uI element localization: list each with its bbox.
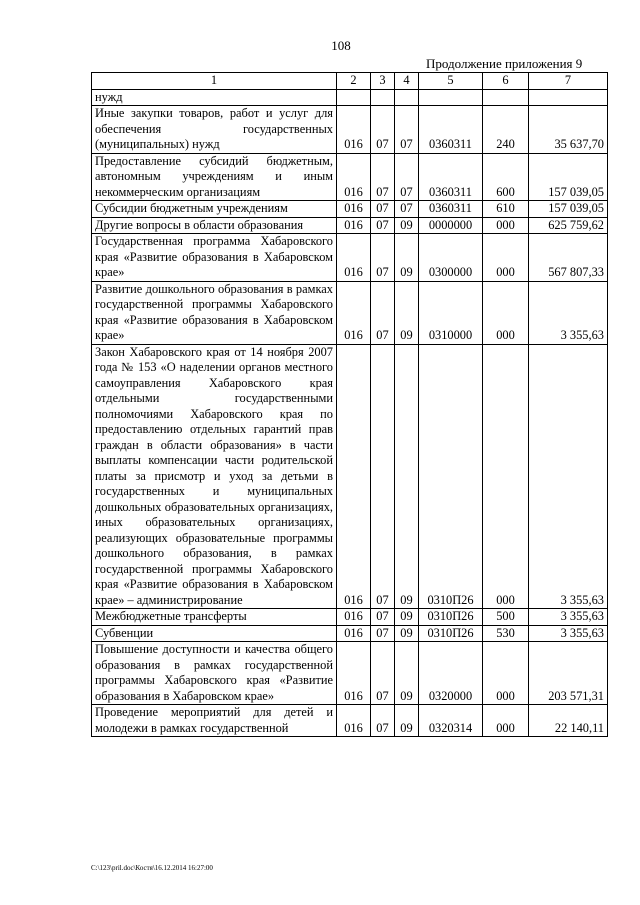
cell-subsection: [395, 89, 419, 106]
column-header: 4: [395, 73, 419, 90]
cell-subsection: 07: [395, 201, 419, 218]
table-row: [92, 201, 608, 218]
cell-subsection: 09: [395, 609, 419, 626]
cell-ministry-code: 016: [337, 153, 371, 201]
cell-name: Закон Хабаровского края от 14 ноября 2007 года № 153 «О наделении органов местного самоуправления Хабаровского края отдельными государственными полномочиями Хабаровского края по предоставлению отдельных гарантий прав граждан в области образования» в части выплаты компенсации части родительской платы за присмотр и уход за детьми в государственных и муниципальных дошкольных образовательных организациях, иных образовательных организациях, реализующих образовательные программы дошкольного образования, в рамках государственной программы Хабаровского края «Развитие образования в Хабаровском крае» – администрирование: [92, 344, 337, 609]
cell-ministry-code: 016: [337, 217, 371, 234]
cell-target-article: 0360311: [419, 153, 483, 201]
cell-section: 07: [371, 609, 395, 626]
cell-expense-type: 000: [483, 344, 529, 609]
cell-ministry-code: 016: [337, 642, 371, 705]
cell-name: Иные закупки товаров, работ и услуг для обеспечения государственных (муниципальных) нужд: [92, 106, 337, 154]
cell-amount: [529, 89, 608, 106]
cell-target-article: 0360311: [419, 106, 483, 154]
column-header: 5: [419, 73, 483, 90]
table-row: [92, 705, 608, 737]
cell-subsection: 09: [395, 344, 419, 609]
table-row: [92, 642, 608, 705]
cell-amount: 3 355,63: [529, 625, 608, 642]
cell-expense-type: 000: [483, 705, 529, 737]
cell-expense-type: 240: [483, 106, 529, 154]
cell-ministry-code: 016: [337, 106, 371, 154]
budget-table: [91, 72, 608, 737]
cell-expense-type: 000: [483, 281, 529, 344]
continuation-label: Продолжение приложения 9: [426, 56, 583, 71]
table-row: [92, 609, 608, 626]
cell-ministry-code: 016: [337, 281, 371, 344]
cell-subsection: 09: [395, 234, 419, 282]
cell-target-article: [419, 89, 483, 106]
table-row: [92, 153, 608, 201]
cell-ministry-code: 016: [337, 705, 371, 737]
cell-amount: 3 355,63: [529, 609, 608, 626]
column-header: 1: [92, 73, 337, 90]
cell-amount: 157 039,05: [529, 153, 608, 201]
table-row: [92, 106, 608, 154]
cell-name: Субсидии бюджетным учреждениям: [92, 201, 337, 218]
cell-section: 07: [371, 201, 395, 218]
cell-section: 07: [371, 106, 395, 154]
cell-subsection: 09: [395, 705, 419, 737]
cell-name: Другие вопросы в области образования: [92, 217, 337, 234]
cell-subsection: 07: [395, 153, 419, 201]
cell-expense-type: 530: [483, 625, 529, 642]
cell-ministry-code: [337, 89, 371, 106]
cell-expense-type: 000: [483, 234, 529, 282]
column-header: 2: [337, 73, 371, 90]
cell-expense-type: 000: [483, 217, 529, 234]
cell-subsection: 09: [395, 642, 419, 705]
cell-amount: 3 355,63: [529, 344, 608, 609]
page-number: 108: [331, 38, 351, 53]
cell-amount: 157 039,05: [529, 201, 608, 218]
cell-target-article: 0310П26: [419, 609, 483, 626]
column-header: 6: [483, 73, 529, 90]
cell-expense-type: 600: [483, 153, 529, 201]
cell-name: Развитие дошкольного образования в рамках государственной программы Хабаровского края «Развитие образования в Хабаровском крае»: [92, 281, 337, 344]
cell-amount: 35 637,70: [529, 106, 608, 154]
cell-name: Государственная программа Хабаровского края «Развитие образования в Хабаровском крае»: [92, 234, 337, 282]
cell-amount: 567 807,33: [529, 234, 608, 282]
cell-target-article: 0360311: [419, 201, 483, 218]
cell-section: 07: [371, 153, 395, 201]
table-row: [92, 281, 608, 344]
cell-ministry-code: 016: [337, 234, 371, 282]
cell-target-article: 0310П26: [419, 625, 483, 642]
table-row: [92, 217, 608, 234]
cell-target-article: 0320000: [419, 642, 483, 705]
table-row: [92, 625, 608, 642]
cell-amount: 203 571,31: [529, 642, 608, 705]
column-header: 7: [529, 73, 608, 90]
cell-ministry-code: 016: [337, 625, 371, 642]
cell-expense-type: 500: [483, 609, 529, 626]
cell-name: нужд: [92, 89, 337, 106]
cell-name: Субвенции: [92, 625, 337, 642]
cell-subsection: 09: [395, 625, 419, 642]
cell-subsection: 07: [395, 106, 419, 154]
column-header: 3: [371, 73, 395, 90]
cell-section: 07: [371, 234, 395, 282]
cell-target-article: 0310000: [419, 281, 483, 344]
cell-amount: 3 355,63: [529, 281, 608, 344]
cell-amount: 22 140,11: [529, 705, 608, 737]
cell-name: Межбюджетные трансферты: [92, 609, 337, 626]
cell-section: 07: [371, 642, 395, 705]
table-header-row: [92, 73, 608, 90]
cell-section: [371, 89, 395, 106]
cell-amount: 625 759,62: [529, 217, 608, 234]
cell-expense-type: [483, 89, 529, 106]
cell-ministry-code: 016: [337, 609, 371, 626]
table-row: [92, 344, 608, 609]
cell-name: Проведение мероприятий для детей и молодежи в рамках государственной: [92, 705, 337, 737]
table-row: [92, 234, 608, 282]
cell-section: 07: [371, 625, 395, 642]
cell-section: 07: [371, 281, 395, 344]
cell-target-article: 0300000: [419, 234, 483, 282]
cell-ministry-code: 016: [337, 201, 371, 218]
cell-name: Повышение доступности и качества общего образования в рамках государственной программы Хабаровского края «Развитие образования в Хабаровском крае»: [92, 642, 337, 705]
cell-subsection: 09: [395, 281, 419, 344]
table-row: [92, 89, 608, 106]
cell-target-article: 0310П26: [419, 344, 483, 609]
cell-expense-type: 000: [483, 642, 529, 705]
cell-section: 07: [371, 217, 395, 234]
cell-ministry-code: 016: [337, 344, 371, 609]
cell-target-article: 0320314: [419, 705, 483, 737]
cell-target-article: 0000000: [419, 217, 483, 234]
file-path-footer: C:\123\pril.doc\Костя\16.12.2014 16:27:00: [91, 864, 213, 872]
cell-section: 07: [371, 705, 395, 737]
cell-expense-type: 610: [483, 201, 529, 218]
cell-section: 07: [371, 344, 395, 609]
cell-name: Предоставление субсидий бюджетным, автономным учреждениям и иным некоммерческим организациям: [92, 153, 337, 201]
cell-subsection: 09: [395, 217, 419, 234]
